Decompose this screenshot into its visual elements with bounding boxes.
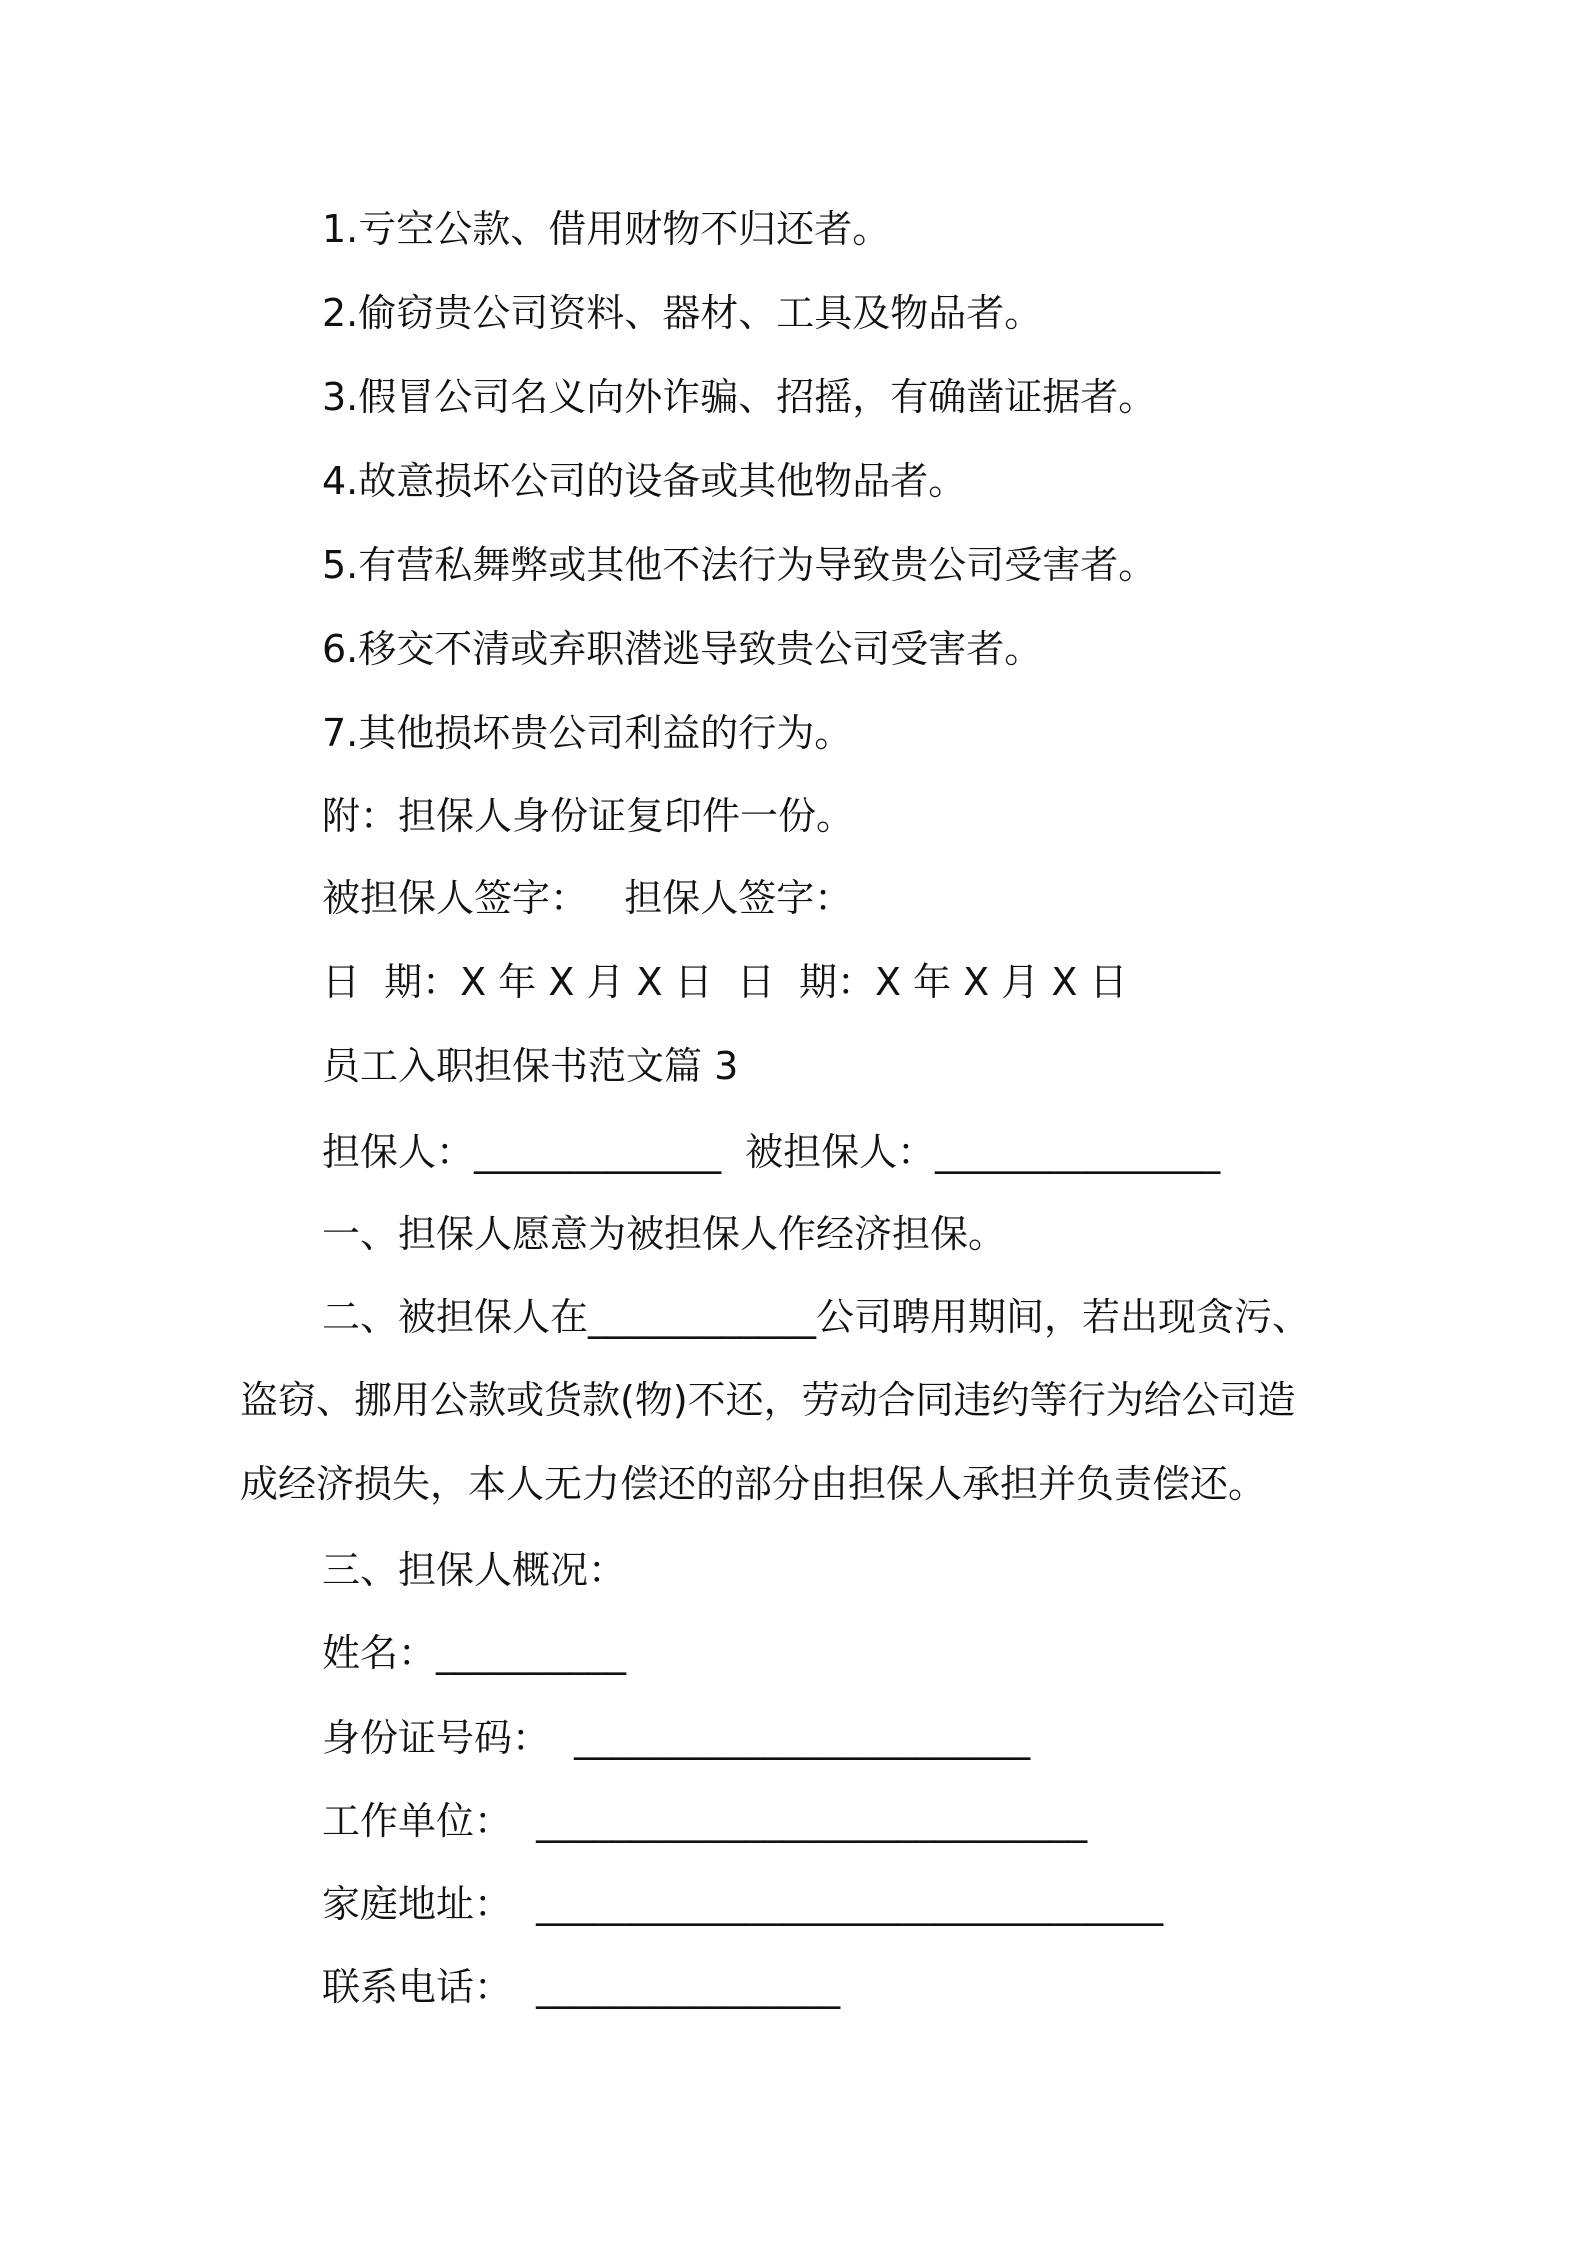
date-line: 日 期：X 年 X 月 X 日 日 期：X 年 X 月 X 日 — [322, 960, 1128, 1004]
attachment-note: 附：担保人身份证复印件一份。 — [322, 794, 855, 838]
guarantor-address-field: 家庭地址： _________________________________ — [322, 1882, 1164, 1926]
guarantor-phone-field: 联系电话： ________________ — [322, 1965, 841, 2009]
article-2-line-3: 成经济损失，本人无力偿还的部分由担保人承担并负责偿还。 — [240, 1462, 1267, 1506]
guarantor-employer-field: 工作单位： _____________________________ — [322, 1799, 1088, 1843]
article-2-line-2: 盗窃、挪用公款或货款(物)不还，劳动合同违约等行为给公司造 — [240, 1378, 1296, 1422]
guarantor-id-field: 身份证号码： ________________________ — [322, 1716, 1031, 1760]
clause-5: 5.有营私舞弊或其他不法行为导致贵公司受害者。 — [322, 543, 1157, 587]
article-1: 一、担保人愿意为被担保人作经济担保。 — [322, 1212, 1007, 1256]
signature-line: 被担保人签字： 担保人签字： — [322, 876, 853, 920]
clause-1: 1.亏空公款、借用财物不归还者。 — [322, 207, 891, 251]
guarantor-name-field: 姓名：__________ — [322, 1631, 627, 1675]
clause-3: 3.假冒公司名义向外诈骗、招摇，有确凿证据者。 — [322, 375, 1157, 419]
clause-2: 2.偷窃贵公司资料、器材、工具及物品者。 — [322, 291, 1043, 335]
parties-line: 担保人：_____________ 被担保人：_______________ — [322, 1130, 1221, 1174]
article-3-heading: 三、担保人概况： — [322, 1548, 627, 1592]
section-title: 员工入职担保书范文篇 3 — [322, 1044, 739, 1088]
article-2-line-1: 二、被担保人在____________公司聘用期间，若出现贪污、 — [322, 1295, 1311, 1339]
clause-7: 7.其他损坏贵公司利益的行为。 — [322, 711, 853, 755]
clause-4: 4.故意损坏公司的设备或其他物品者。 — [322, 459, 967, 503]
clause-6: 6.移交不清或弃职潜逃导致贵公司受害者。 — [322, 627, 1043, 671]
